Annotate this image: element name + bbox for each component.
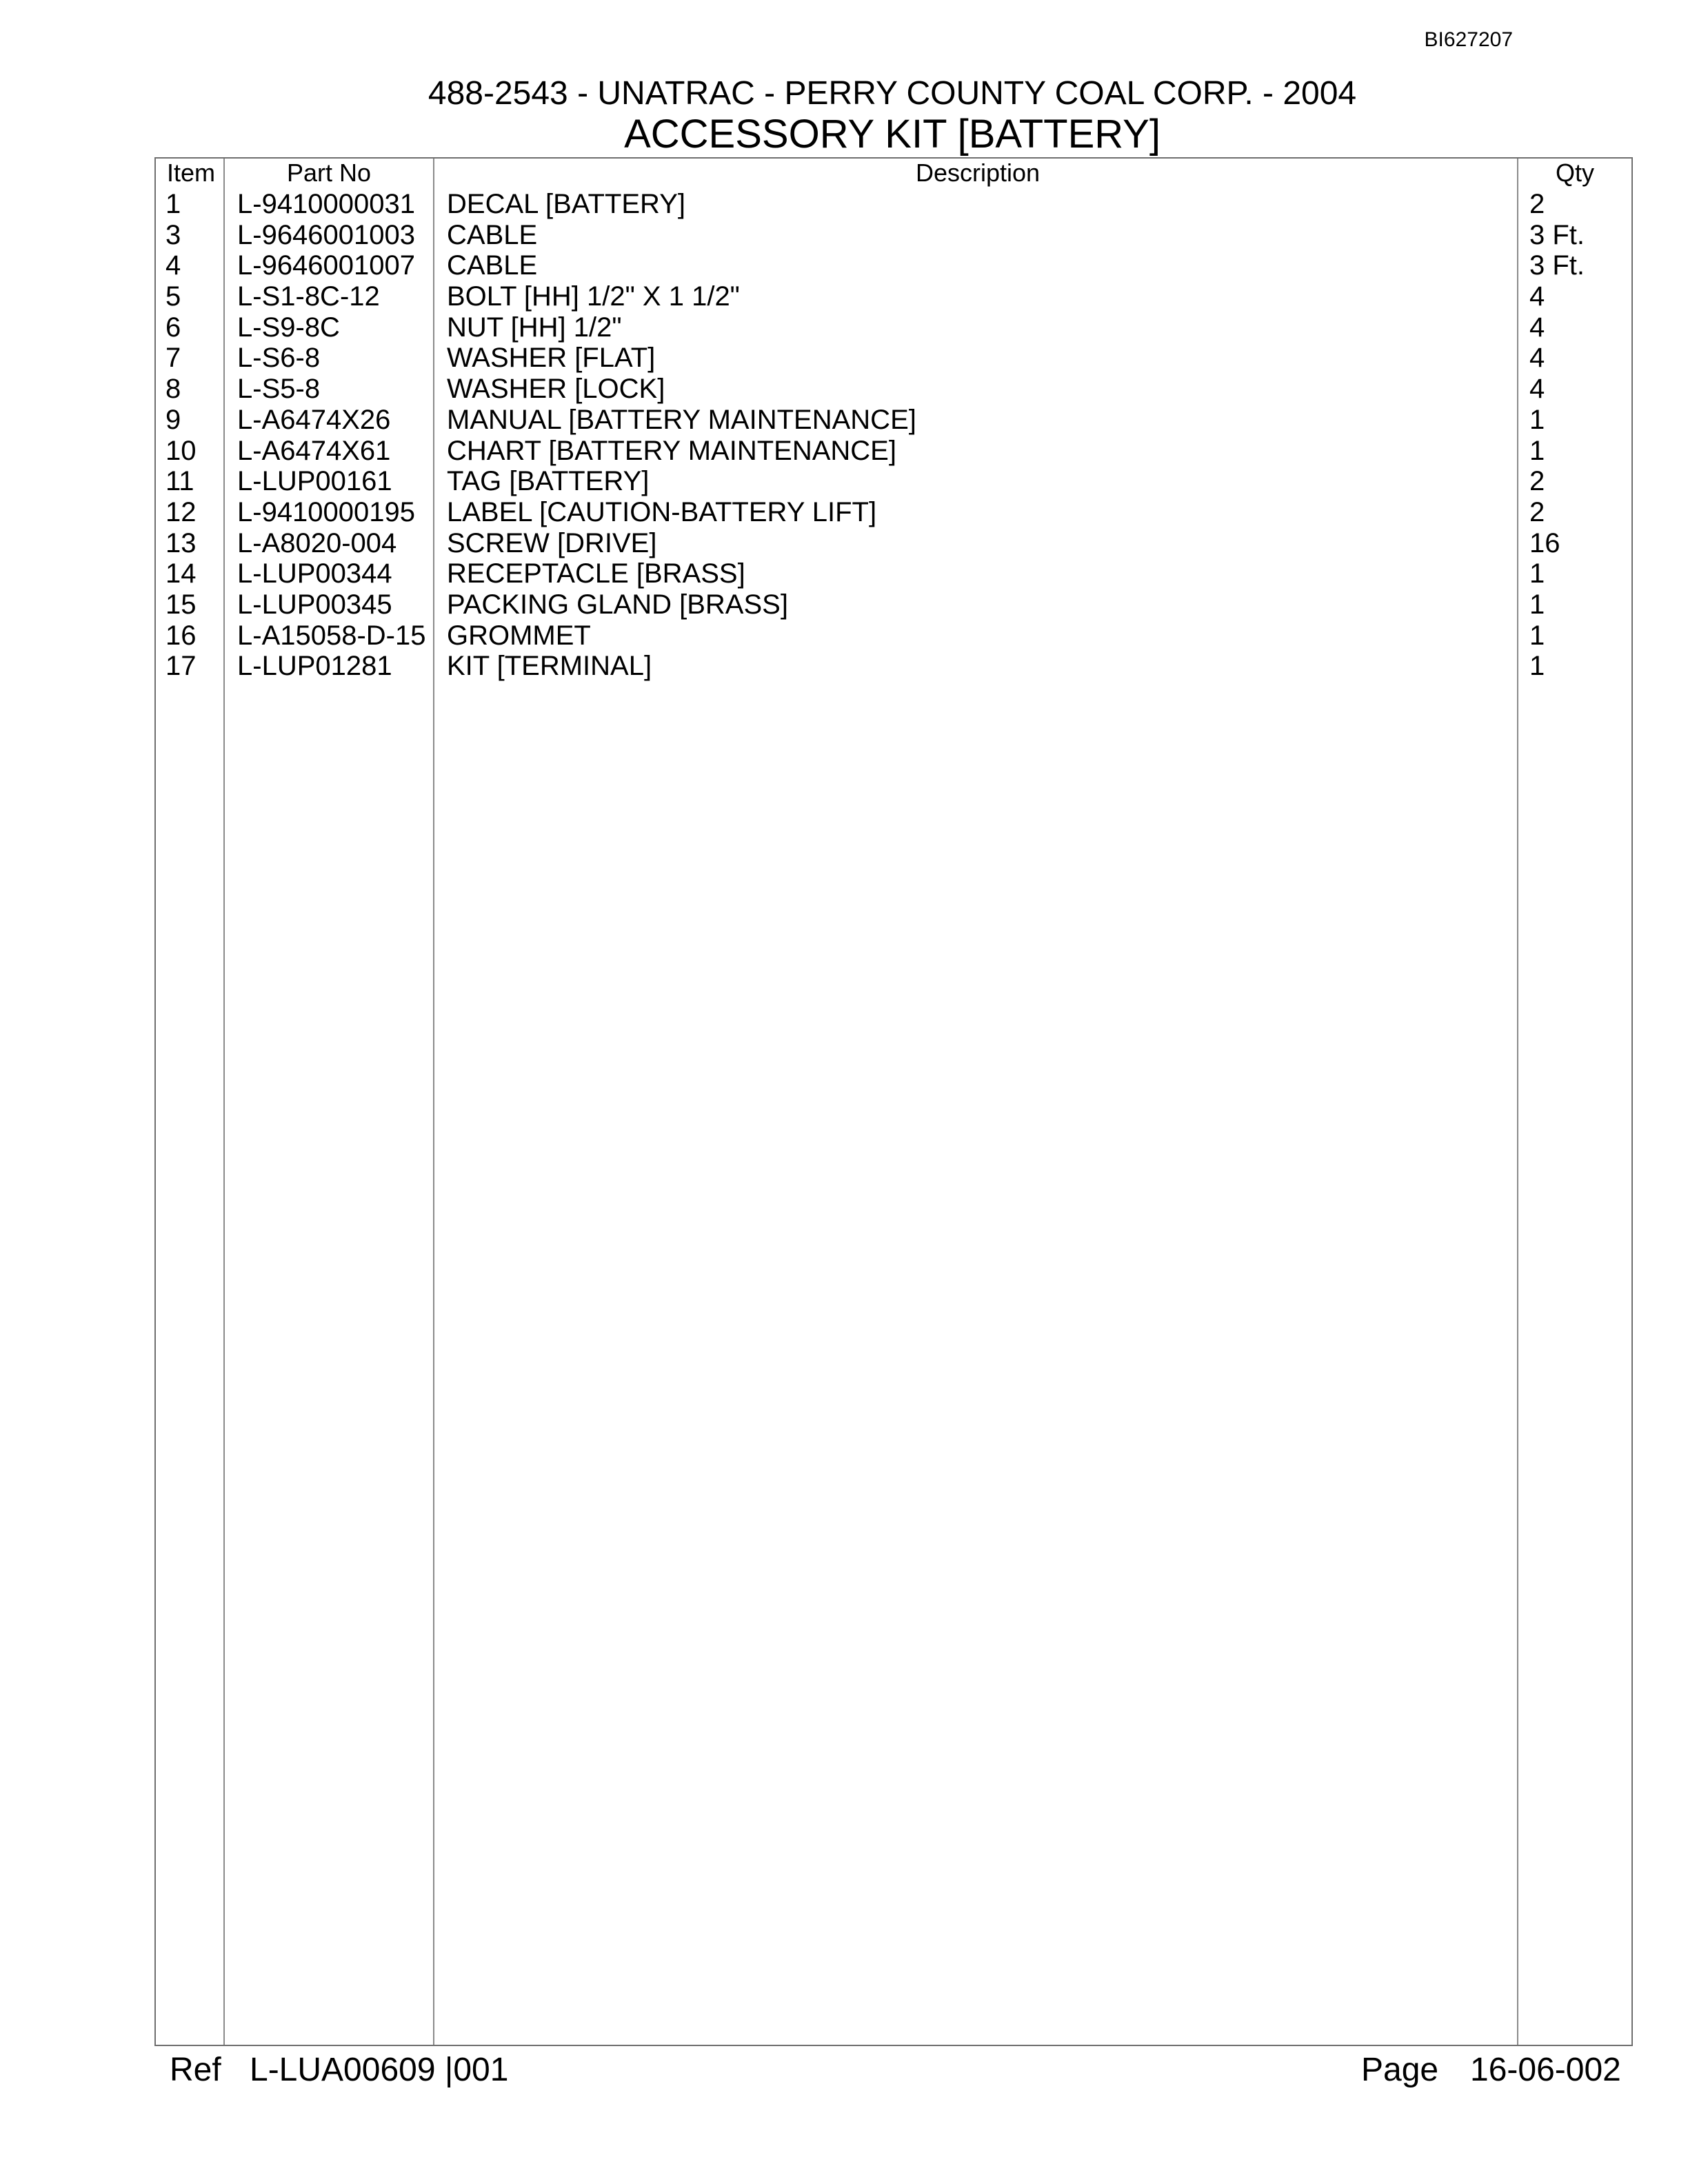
header-part-no: Part No	[287, 159, 372, 187]
document-id: BI627207	[1424, 28, 1513, 51]
cell-qty: 1	[1529, 589, 1545, 620]
cell-qty: 3 Ft.	[1529, 250, 1585, 281]
cell-item: 13	[165, 527, 197, 558]
cell-qty: 3 Ft.	[1529, 219, 1585, 250]
table-row	[156, 558, 1631, 589]
cell-item: 12	[165, 496, 197, 527]
cell-part-no: L-LUP00345	[237, 589, 392, 620]
cell-part-no: L-LUP00161	[237, 466, 392, 497]
header-item: Item	[167, 159, 216, 187]
table-body	[156, 189, 1631, 682]
cell-description: SCREW [DRIVE]	[447, 527, 657, 558]
parts-table	[154, 157, 1633, 2046]
cell-qty: 2	[1529, 189, 1545, 219]
cell-part-no: L-A6474X26	[237, 404, 391, 435]
cell-part-no: L-LUP01281	[237, 651, 392, 682]
cell-description: CHART [BATTERY MAINTENANCE]	[447, 435, 896, 466]
table-row	[156, 497, 1631, 528]
cell-item: 10	[165, 435, 197, 466]
cell-part-no: L-9646001007	[237, 250, 416, 281]
cell-item: 16	[165, 620, 197, 651]
cell-item: 9	[165, 404, 181, 435]
cell-qty: 1	[1529, 651, 1545, 682]
cell-description: RECEPTACLE [BRASS]	[447, 558, 745, 589]
ref-label: Ref	[170, 2052, 221, 2088]
cell-item: 11	[165, 466, 194, 497]
table-header	[156, 159, 1631, 189]
cell-description: WASHER [FLAT]	[447, 343, 656, 374]
cell-part-no: L-9410000031	[237, 189, 416, 219]
cell-description: GROMMET	[447, 620, 591, 651]
header-description: Description	[916, 159, 1041, 187]
table-row	[156, 528, 1631, 559]
cell-part-no: L-S6-8	[237, 343, 321, 374]
cell-qty: 1	[1529, 404, 1545, 435]
cell-item: 5	[165, 281, 181, 312]
cell-part-no: L-S1-8C-12	[237, 281, 380, 312]
cell-description: NUT [HH] 1/2"	[447, 312, 622, 343]
cell-description: KIT [TERMINAL]	[447, 651, 652, 682]
table-row	[156, 343, 1631, 374]
cell-description: CABLE	[447, 219, 538, 250]
cell-part-no: L-LUP00344	[237, 558, 392, 589]
cell-item: 8	[165, 374, 181, 405]
cell-item: 6	[165, 312, 181, 343]
table-row	[156, 620, 1631, 651]
cell-part-no: L-S5-8	[237, 374, 321, 405]
cell-part-no: L-S9-8C	[237, 312, 340, 343]
cell-part-no: L-A15058-D-15	[237, 620, 426, 651]
page-number: 16-06-002	[1470, 2052, 1621, 2088]
cell-item: 1	[165, 189, 181, 219]
page-label: Page	[1361, 2052, 1439, 2088]
cell-qty: 4	[1529, 312, 1545, 343]
cell-part-no: L-A6474X61	[237, 435, 391, 466]
table-row	[156, 589, 1631, 620]
ref-value: L-LUA00609 |001	[250, 2052, 509, 2088]
cell-item: 4	[165, 250, 181, 281]
cell-qty: 2	[1529, 496, 1545, 527]
document-title: 488-2543 - UNATRAC - PERRY COUNTY COAL CORP. - 2004	[428, 75, 1357, 112]
table-row	[156, 281, 1631, 312]
cell-qty: 1	[1529, 435, 1545, 466]
header-qty: Qty	[1556, 159, 1595, 187]
table-row	[156, 651, 1631, 682]
table-row	[156, 220, 1631, 251]
document-subtitle: ACCESSORY KIT [BATTERY]	[624, 112, 1160, 156]
cell-description: PACKING GLAND [BRASS]	[447, 589, 788, 620]
cell-part-no: L-9410000195	[237, 496, 416, 527]
cell-item: 3	[165, 219, 181, 250]
table-row	[156, 436, 1631, 467]
cell-description: LABEL [CAUTION-BATTERY LIFT]	[447, 496, 877, 527]
table-row	[156, 466, 1631, 497]
cell-item: 15	[165, 589, 197, 620]
cell-part-no: L-A8020-004	[237, 527, 397, 558]
cell-description: DECAL [BATTERY]	[447, 189, 686, 219]
cell-item: 14	[165, 558, 197, 589]
cell-qty: 4	[1529, 281, 1545, 312]
cell-qty: 2	[1529, 466, 1545, 497]
cell-part-no: L-9646001003	[237, 219, 416, 250]
table-row	[156, 374, 1631, 405]
table-row	[156, 405, 1631, 436]
cell-qty: 1	[1529, 558, 1545, 589]
cell-description: MANUAL [BATTERY MAINTENANCE]	[447, 404, 916, 435]
cell-item: 17	[165, 651, 197, 682]
cell-description: WASHER [LOCK]	[447, 374, 665, 405]
cell-description: BOLT [HH] 1/2" X 1 1/2"	[447, 281, 740, 312]
cell-qty: 4	[1529, 343, 1545, 374]
cell-qty: 16	[1529, 527, 1560, 558]
table-row	[156, 189, 1631, 220]
cell-item: 7	[165, 343, 181, 374]
title-block	[0, 74, 1688, 156]
table-row	[156, 250, 1631, 281]
cell-description: CABLE	[447, 250, 538, 281]
table-row	[156, 312, 1631, 343]
cell-qty: 4	[1529, 374, 1545, 405]
page-footer	[0, 2049, 1688, 2092]
cell-description: TAG [BATTERY]	[447, 466, 650, 497]
cell-qty: 1	[1529, 620, 1545, 651]
